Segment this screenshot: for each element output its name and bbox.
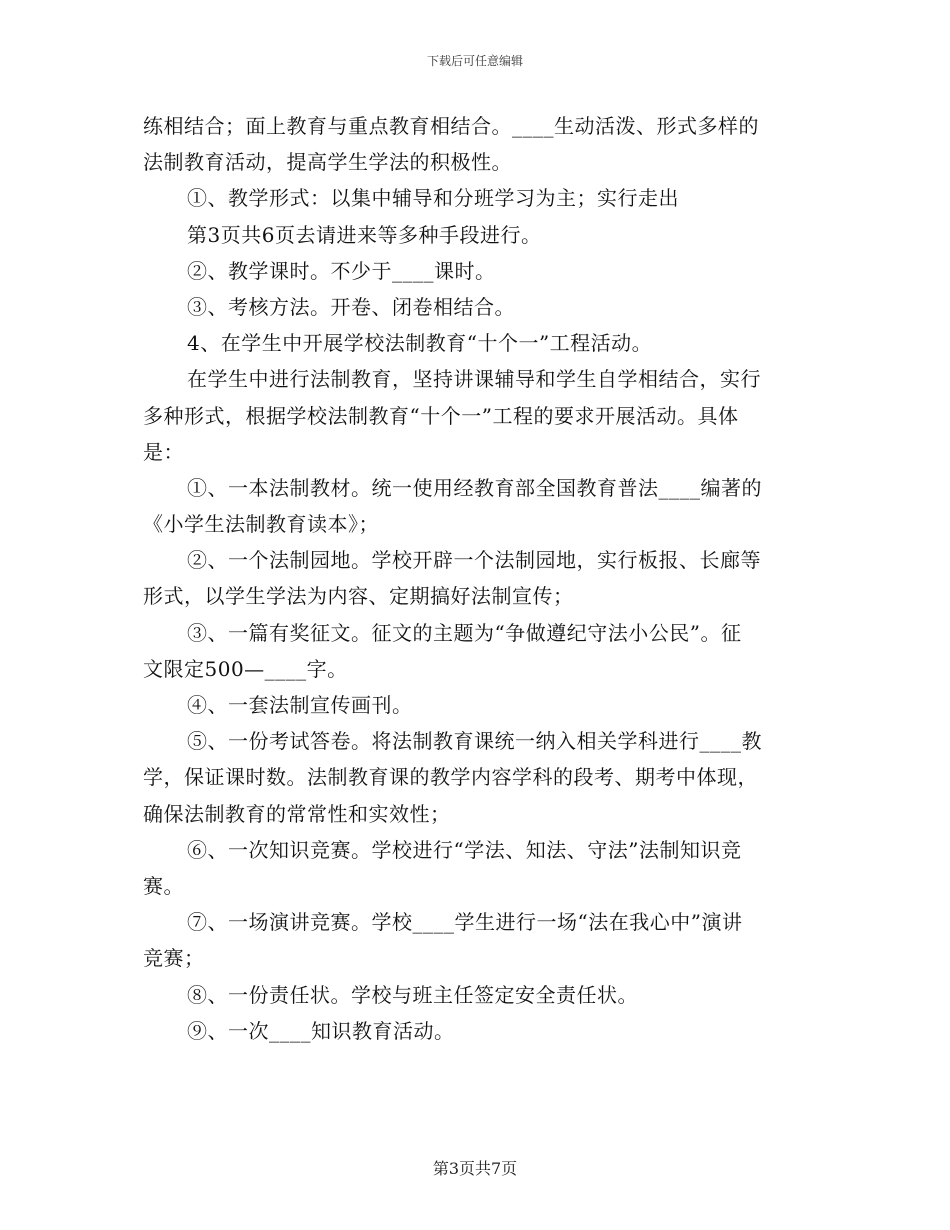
paragraph-line: 第3页共6页去请进来等多种手段进行。 <box>187 222 542 247</box>
page-header: 下载后可任意编辑 <box>426 54 523 68</box>
paragraph-line: ⑧、一份责任状。学校与班主任签定安全责任状。 <box>187 982 638 1007</box>
paragraph-line: 是： <box>143 439 184 464</box>
paragraph-line: 竞赛； <box>143 946 205 971</box>
document-body <box>143 108 803 1049</box>
paragraph-line: ②、一个法制园地。学校开辟一个法制园地，实行板报、长廊等 <box>187 548 761 573</box>
page-footer: 第3页共7页 <box>432 1159 518 1178</box>
paragraph-line: ②、教学课时。不少于____课时。 <box>187 258 496 283</box>
paragraph-line: 4、在学生中开展学校法制教育“十个一”工程活动。 <box>187 331 653 356</box>
paragraph-line: ⑦、一场演讲竞赛。学校____学生进行一场“法在我心中”演讲 <box>187 910 743 935</box>
paragraph-line: ①、一本法制教材。统一使用经教育部全国教育普法____编著的 <box>187 475 762 500</box>
paragraph-line: 形式，以学生学法为内容、定期搞好法制宣传； <box>143 584 574 609</box>
paragraph-line: ⑨、一次____知识教育活动。 <box>187 1018 455 1043</box>
paragraph-line: ①、教学形式：以集中辅导和分班学习为主；实行走出 <box>187 186 679 211</box>
paragraph-line: 《小学生法制教育读本》； <box>143 512 379 537</box>
paragraph-line: 赛。 <box>143 873 184 898</box>
paragraph-line: 在学生中进行法制教育，坚持讲课辅导和学生自学相结合，实行 <box>187 367 761 392</box>
paragraph-line: 练相结合；面上教育与重点教育相结合。____生动活泼、形式多样的 <box>143 114 759 138</box>
paragraph-line: ③、考核方法。开卷、闭卷相结合。 <box>187 294 515 319</box>
paragraph-line: ⑤、一份考试答卷。将法制教育课统一纳入相关学科进行____教 <box>187 729 762 754</box>
paragraph-line: 多种形式，根据学校法制教育“十个一”工程的要求开展活动。具体 <box>143 403 739 428</box>
paragraph-line: 学，保证课时数。法制教育课的教学内容学科的段考、期考中体现， <box>143 765 758 790</box>
paragraph-line: ④、一套法制宣传画刊。 <box>187 693 413 717</box>
paragraph-line: ③、一篇有奖征文。征文的主题为“争做遵纪守法小公民”。征 <box>187 620 742 645</box>
paragraph-line: 文限定500—____字。 <box>143 656 348 681</box>
paragraph-line: 确保法制教育的常常性和实效性； <box>143 801 451 826</box>
paragraph-line: 法制教育活动，提高学生学法的积极性。 <box>143 150 512 175</box>
paragraph-line: ⑥、一次知识竞赛。学校进行“学法、知法、守法”法制知识竞 <box>187 837 742 862</box>
